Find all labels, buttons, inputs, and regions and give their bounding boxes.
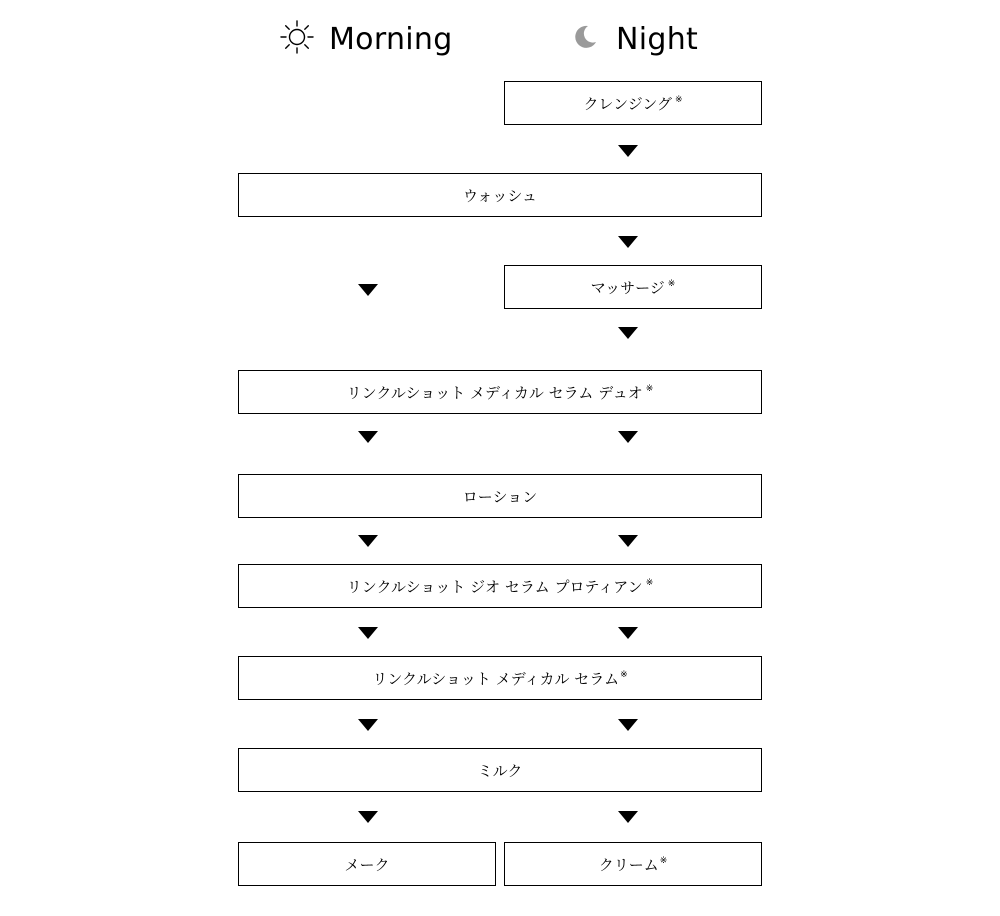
step-makeup-label: メーク bbox=[344, 855, 390, 874]
step-medical-serum-label: リンクルショット メディカル セラム bbox=[372, 669, 620, 688]
night-label: Night bbox=[616, 21, 699, 57]
step-massage-label: マッサージ bbox=[590, 278, 665, 297]
arrow-down-icon bbox=[618, 327, 638, 339]
arrow-down-icon bbox=[618, 431, 638, 443]
step-serum-duo bbox=[238, 370, 762, 414]
note-mark: ※ bbox=[675, 95, 683, 105]
step-lotion-label: ローション bbox=[462, 487, 538, 506]
arrow-down-icon bbox=[618, 811, 638, 823]
arrow-down-icon bbox=[618, 535, 638, 547]
note-mark: ※ bbox=[645, 384, 654, 394]
step-cleansing bbox=[504, 81, 762, 125]
step-serum-duo-label: リンクルショット メディカル セラム デュオ bbox=[346, 383, 643, 402]
note-mark: ※ bbox=[645, 578, 654, 588]
step-massage bbox=[504, 265, 762, 309]
arrow-down-icon bbox=[358, 719, 378, 731]
arrow-down-icon bbox=[358, 284, 378, 296]
arrow-down-icon bbox=[358, 811, 378, 823]
step-wash bbox=[238, 173, 762, 217]
note-mark: ※ bbox=[667, 279, 676, 289]
arrow-down-icon bbox=[618, 236, 638, 248]
arrow-down-icon bbox=[618, 627, 638, 639]
step-wash-label: ウォッシュ bbox=[462, 186, 538, 205]
morning-label: Morning bbox=[329, 21, 453, 57]
step-cream-label: クリーム bbox=[598, 855, 659, 874]
morning-header bbox=[279, 18, 453, 60]
arrow-down-icon bbox=[618, 145, 638, 157]
arrow-down-icon bbox=[618, 719, 638, 731]
step-milk bbox=[238, 748, 762, 792]
sun-icon bbox=[279, 19, 315, 59]
step-geo-serum bbox=[238, 564, 762, 608]
moon-icon bbox=[572, 24, 598, 54]
note-mark: ※ bbox=[620, 670, 628, 680]
arrow-down-icon bbox=[358, 535, 378, 547]
step-geo-serum-label: リンクルショット ジオ セラム プロティアン bbox=[346, 577, 643, 596]
step-cream bbox=[504, 842, 762, 886]
step-cleansing-label: クレンジング bbox=[583, 94, 673, 113]
step-makeup bbox=[238, 842, 496, 886]
step-lotion bbox=[238, 474, 762, 518]
arrow-down-icon bbox=[358, 627, 378, 639]
night-header bbox=[572, 18, 698, 60]
note-mark: ※ bbox=[659, 856, 668, 866]
step-medical-serum bbox=[238, 656, 762, 700]
arrow-down-icon bbox=[358, 431, 378, 443]
step-milk-label: ミルク bbox=[477, 761, 523, 780]
